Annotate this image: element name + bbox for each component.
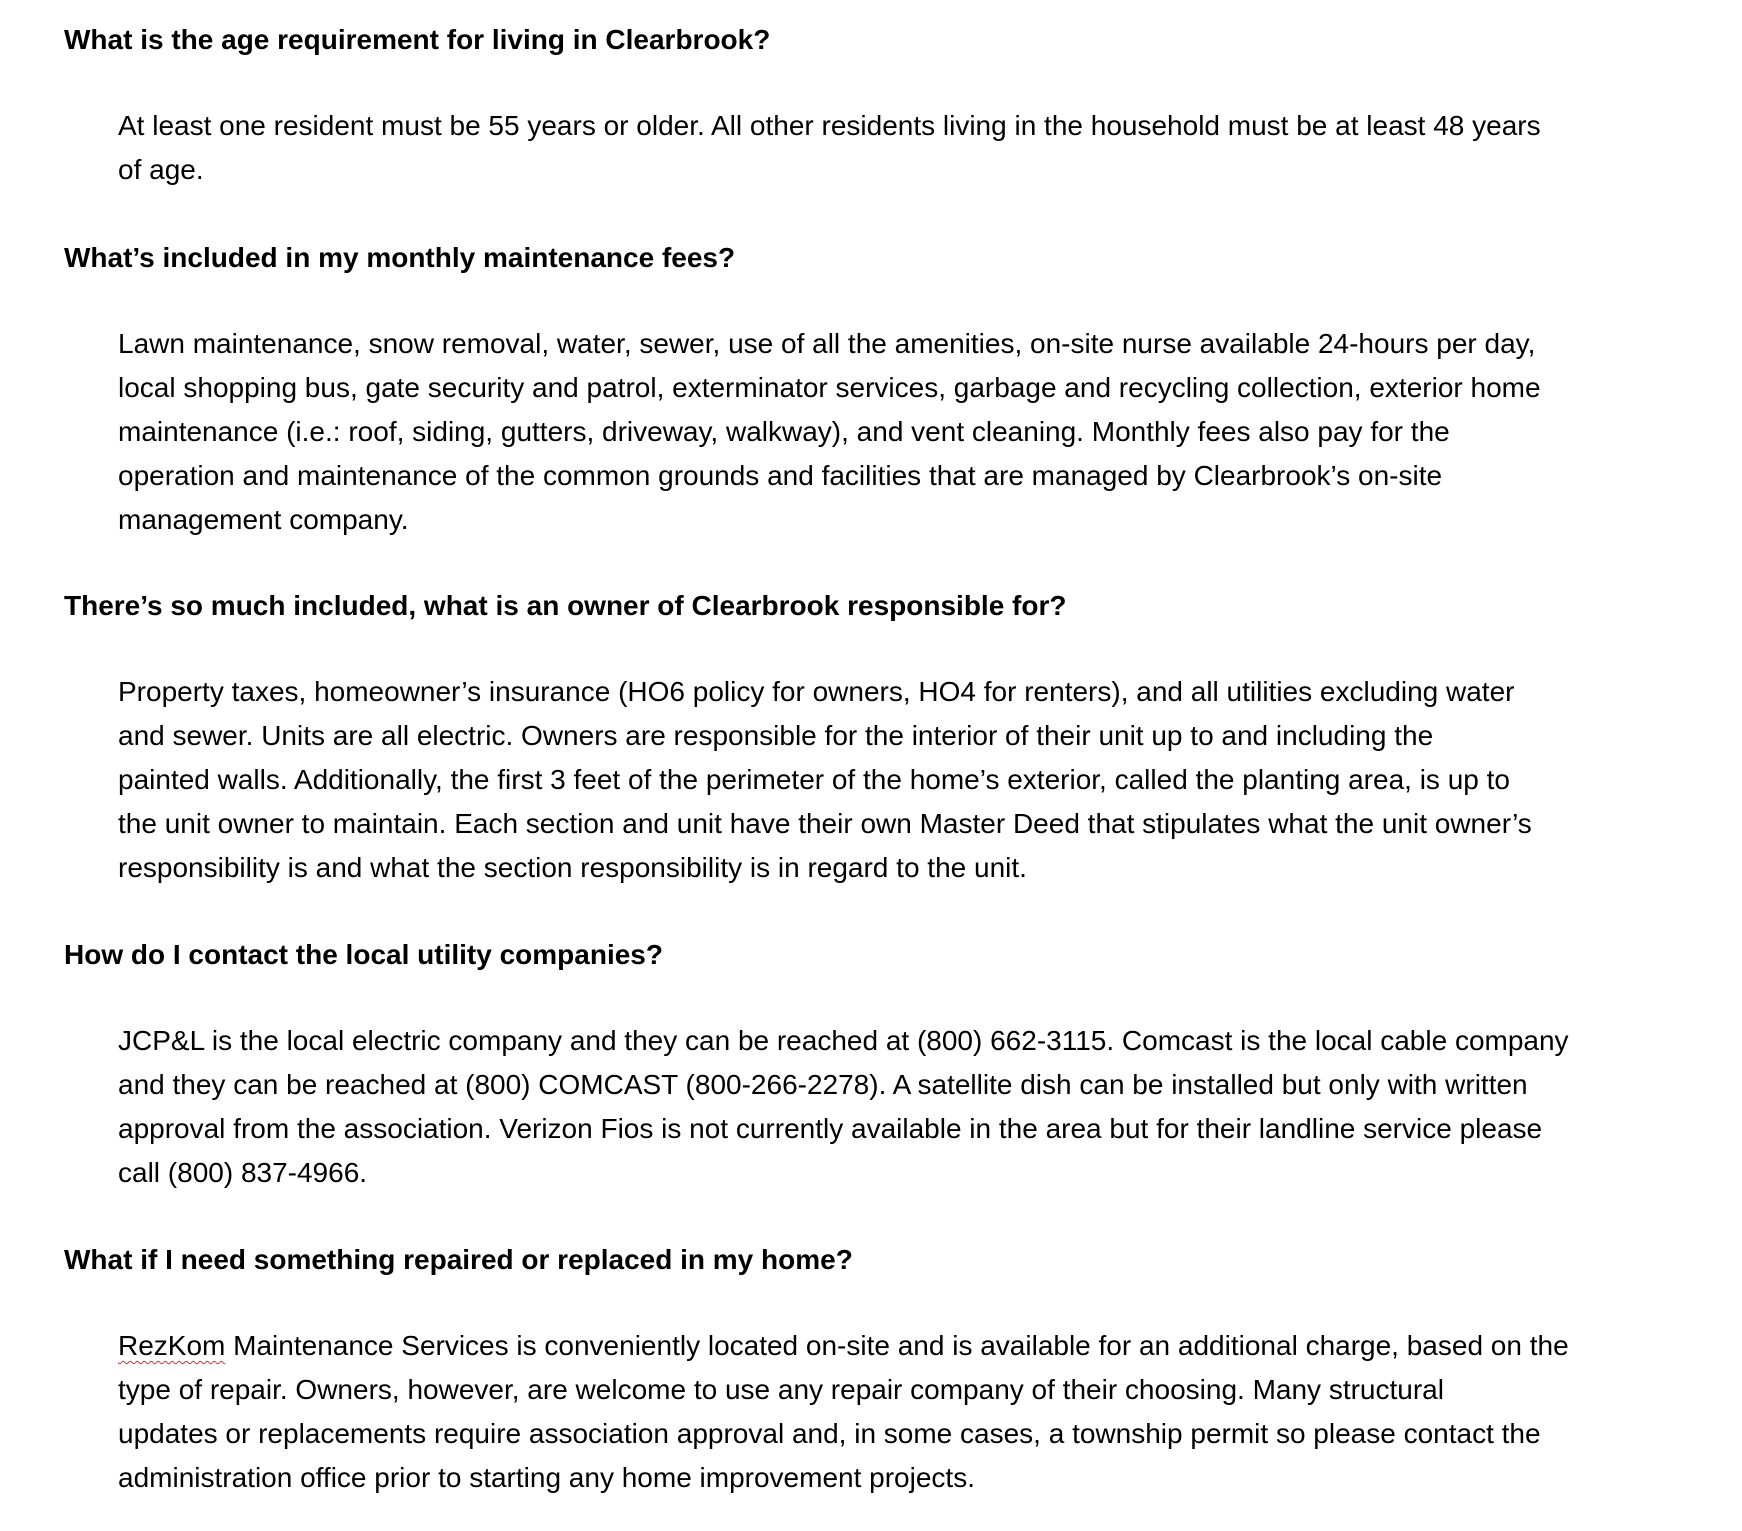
answer-line: Property taxes, homeowner’s insurance (HO6 policy for owners, HO4 for renters), and all utilities excluding water <box>118 676 1515 707</box>
faq-answer-repairs <box>118 1324 1698 1500</box>
answer-line: painted walls. Additionally, the first 3 feet of the perimeter of the home’s exterior, called the planting area, is up to <box>118 764 1510 795</box>
answer-line: type of repair. Owners, however, are welcome to use any repair company of their choosing. Many structural <box>118 1374 1444 1405</box>
answer-line: the unit owner to maintain. Each section and unit have their own Master Deed that stipulates what the unit owner’s <box>118 808 1532 839</box>
answer-line: operation and maintenance of the common grounds and facilities that are managed by Clearbrook’s on-site <box>118 460 1443 491</box>
answer-line: JCP&L is the local electric company and they can be reached at (800) 662-3115. Comcast is the local cable company <box>118 1025 1569 1056</box>
faq-answer-utilities <box>118 1019 1698 1195</box>
answer-line: maintenance (i.e.: roof, siding, gutters, driveway, walkway), and vent cleaning. Monthly fees also pay for the <box>118 416 1450 447</box>
answer-line-rest: Maintenance Services is conveniently located on-site and is available for an additional charge, based on the <box>225 1330 1569 1361</box>
faq-answer-owner-responsibility <box>118 670 1698 890</box>
answer-line: and sewer. Units are all electric. Owners are responsible for the interior of their unit up to and including the <box>118 720 1434 751</box>
answer-line: and they can be reached at (800) COMCAST (800-266-2278). A satellite dish can be installed but only with written <box>118 1069 1528 1100</box>
answer-line: At least one resident must be 55 years or older. All other residents living in the household must be at least 48 years <box>118 110 1541 141</box>
answer-line: management company. <box>118 504 409 535</box>
answer-line: administration office prior to starting any home improvement projects. <box>118 1462 975 1493</box>
answer-line: responsibility is and what the section responsibility is in regard to the unit. <box>118 852 1027 883</box>
faq-question-age: What is the age requirement for living in Clearbrook? <box>64 24 771 55</box>
faq-answer-fees <box>118 322 1698 542</box>
answer-line: of age. <box>118 154 204 185</box>
faq-question-repairs: What if I need something repaired or replaced in my home? <box>64 1244 853 1275</box>
answer-line: call (800) 837-4966. <box>118 1157 368 1188</box>
faq-question-fees: What’s included in my monthly maintenance fees? <box>64 242 736 273</box>
answer-line: approval from the association. Verizon Fios is not currently available in the area but for their landline service please <box>118 1113 1543 1144</box>
answer-line: Lawn maintenance, snow removal, water, sewer, use of all the amenities, on-site nurse available 24-hours per day, <box>118 328 1536 359</box>
faq-question-owner-responsibility: There’s so much included, what is an owner of Clearbrook responsible for? <box>64 590 1067 621</box>
misspelled-word: RezKom <box>118 1330 226 1361</box>
faq-question-utilities: How do I contact the local utility companies? <box>64 939 663 970</box>
answer-line <box>118 1324 1698 1368</box>
answer-line: updates or replacements require association approval and, in some cases, a township permit so please contact the <box>118 1418 1541 1449</box>
answer-line: local shopping bus, gate security and patrol, exterminator services, garbage and recycling collection, exterior home <box>118 372 1541 403</box>
faq-answer-age <box>118 104 1698 192</box>
